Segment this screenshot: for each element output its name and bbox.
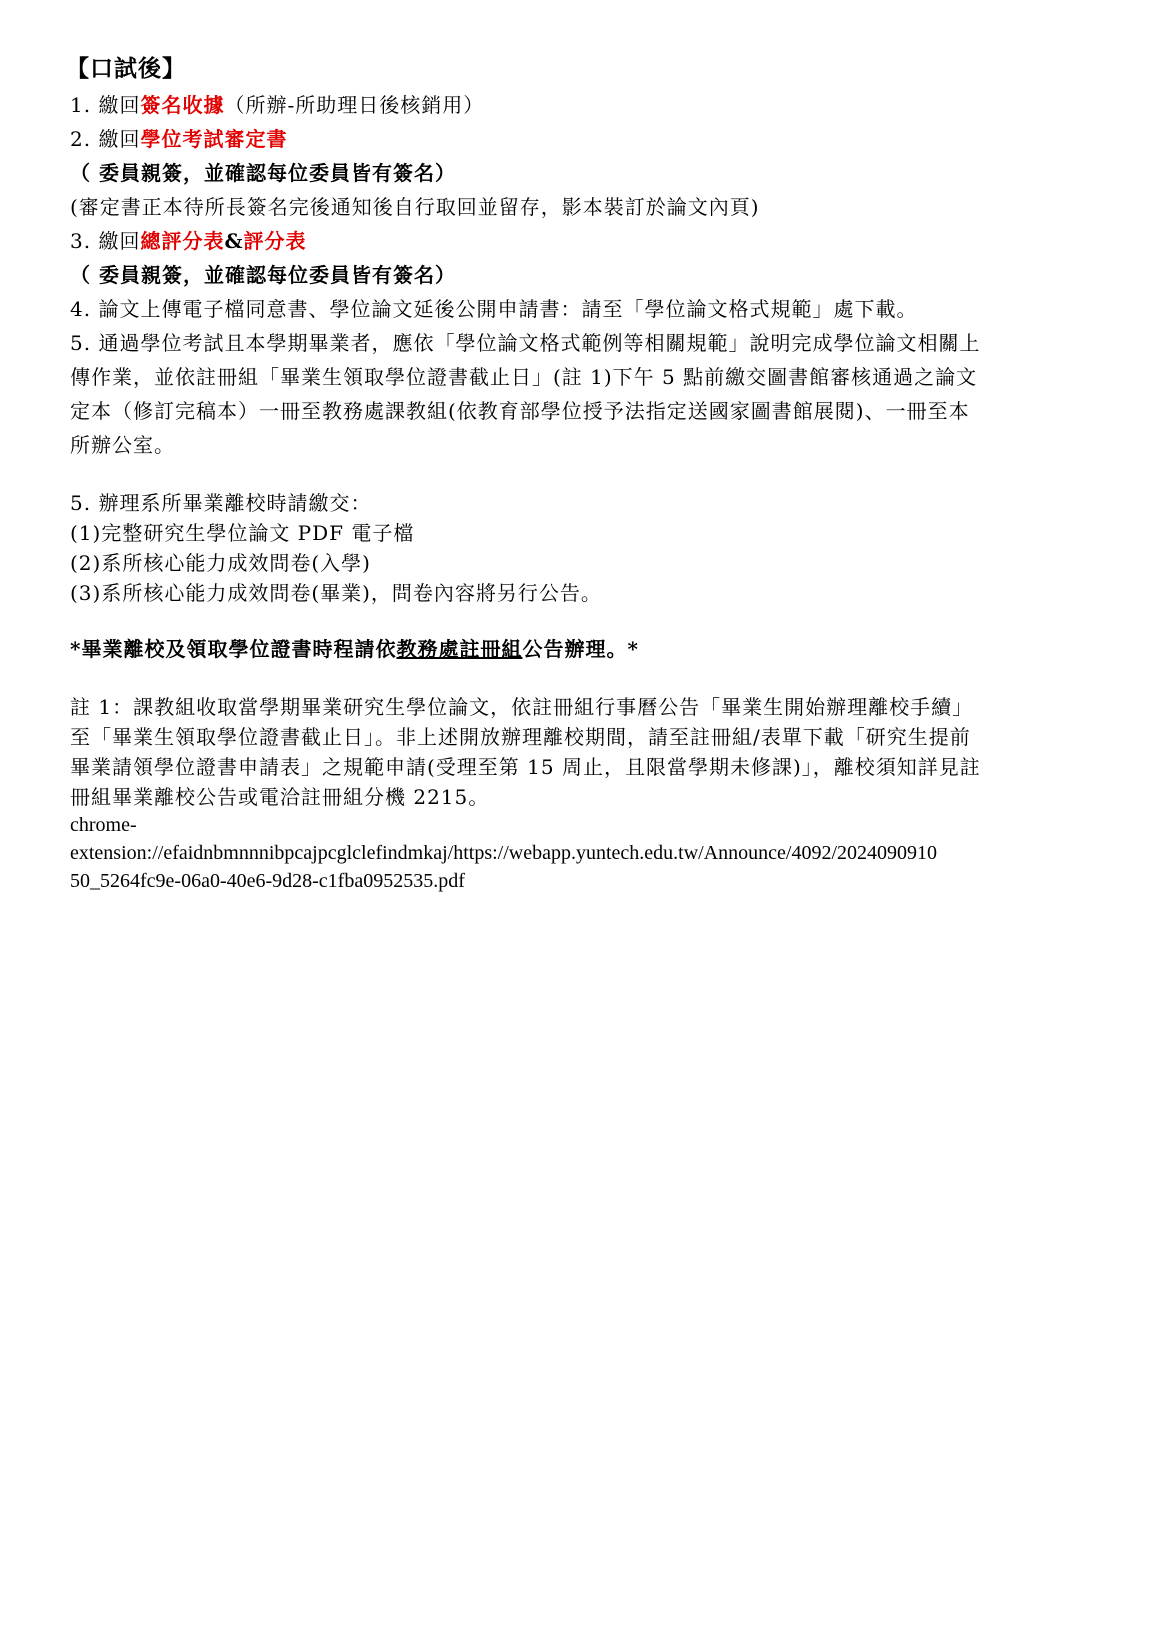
item-6-sub: (1)完整研究生學位論文 PDF 電子檔 (70, 521, 415, 545)
notice-suffix: 公告辦理。* (522, 637, 639, 661)
notice (70, 636, 639, 662)
footnote-line: 冊組畢業離校公告或電洽註冊組分機 2215。 (70, 785, 490, 809)
item-5-line: 傳作業，並依註冊組「畢業生領取學位證書截止日」(註 1)下午 5 點前繳交圖書館審核通過之論文 (70, 365, 978, 389)
item-2 (70, 126, 287, 152)
item-5-line: 定本（修訂完稿本）一冊至教務處課教組(依教育部學位授予法指定送國家圖書館展閱)、一冊至本 (70, 399, 970, 423)
notice-prefix: *畢業離校及領取學位證書時程請依 (70, 637, 397, 661)
item-1-suffix: （所辦-所助理日後核銷用） (224, 93, 485, 117)
item-3-note-sign: （ 委員親簽，並確認每位委員皆有簽名） (70, 263, 456, 287)
footnote-line: 畢業請領學位證書申請表」之規範申請(受理至第 15 周止，且限當學期未修課)」，離校須知詳見註 (70, 755, 981, 779)
item-1 (70, 92, 484, 118)
item-3-amp: & (224, 229, 244, 253)
item-6-sub: (2)系所核心能力成效問卷(入學) (70, 551, 371, 575)
url-line: extension://efaidnbmnnnibpcajpcglclefindmkaj/https://webapp.yuntech.edu.tw/Announce/4092/2024090910 (70, 842, 938, 864)
item-5-line: 所辦公室。 (70, 433, 175, 457)
item-3 (70, 228, 307, 254)
item-1-highlight: 簽名收據 (140, 93, 225, 117)
item-3-highlight-2: 評分表 (243, 229, 307, 253)
item-2-note-sign: （ 委員親簽，並確認每位委員皆有簽名） (70, 161, 456, 185)
url-line: chrome- (70, 814, 137, 836)
notice-registrar: 教務處註冊組 (396, 637, 523, 661)
item-6-title: 5. 辦理系所畢業離校時請繳交： (70, 491, 372, 515)
item-6-sub: (3)系所核心能力成效問卷(畢業)，問卷內容將另行公告。 (70, 581, 602, 605)
item-3-prefix: 3. 繳回 (70, 229, 141, 253)
footnote-line: 至「畢業生領取學位證書截止日」。非上述開放辦理離校期間，請至註冊組/表單下載「研究生提前 (70, 725, 971, 749)
item-2-note-copy: (審定書正本待所長簽名完後通知後自行取回並留存，影本裝訂於論文內頁) (70, 195, 760, 219)
item-1-prefix: 1. 繳回 (70, 93, 141, 117)
footnote-line: 註 1：課教組收取當學期畢業研究生學位論文，依註冊組行事曆公告「畢業生開始辦理離校手續」 (70, 695, 974, 719)
item-3-highlight-1: 總評分表 (140, 229, 225, 253)
item-2-prefix: 2. 繳回 (70, 127, 141, 151)
item-4: 4. 論文上傳電子檔同意書、學位論文延後公開申請書：請至「學位論文格式規範」處下載。 (70, 297, 918, 321)
url-line: 50_5264fc9e-06a0-40e6-9d28-c1fba0952535.pdf (70, 870, 465, 892)
item-2-highlight: 學位考試審定書 (140, 127, 288, 151)
item-5-line: 5. 通過學位考試且本學期畢業者，應依「學位論文格式範例等相關規範」說明完成學位論文相關上 (70, 331, 981, 355)
section-heading: 【口試後】 (66, 55, 186, 82)
